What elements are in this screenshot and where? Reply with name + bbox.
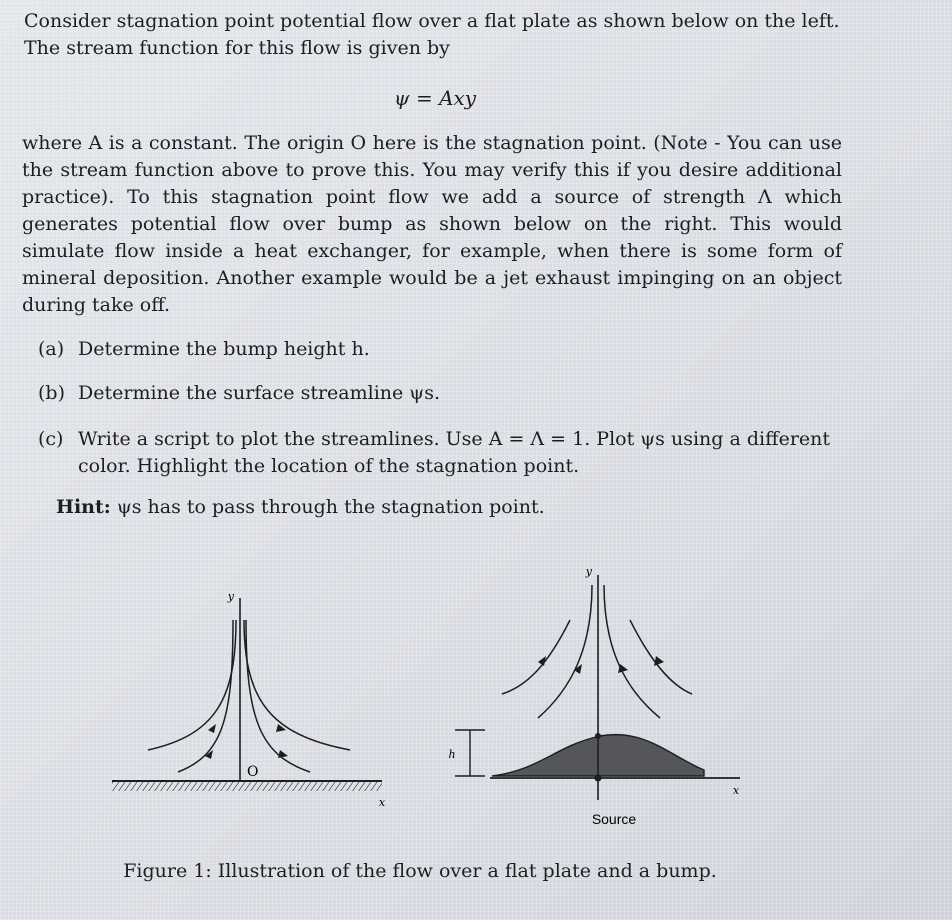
flow-arrow	[278, 750, 288, 758]
plate-hatching	[112, 782, 382, 791]
left-y-label: y	[227, 590, 234, 603]
figure-caption: Figure 1: Illustration of the flow over a flat plate and a bump.	[123, 860, 717, 882]
part-b-text: Determine the surface streamline ψs.	[78, 382, 440, 404]
part-c-label: (c)	[38, 428, 64, 450]
part-a	[38, 336, 838, 363]
streamline-right-right-inner	[604, 585, 660, 718]
bump-diagram	[448, 565, 740, 827]
streamline-right-outer	[244, 620, 350, 750]
hint-label: Hint:	[56, 496, 111, 518]
stream-function-equation: ψ = Axy	[393, 86, 477, 110]
flow-arrow	[208, 724, 216, 733]
stagnation-point	[595, 733, 601, 739]
source-point	[595, 775, 602, 782]
streamline-right-left-inner	[538, 585, 592, 718]
part-c	[38, 426, 838, 480]
streamline-right-inner	[246, 620, 310, 772]
part-b-label: (b)	[38, 382, 65, 404]
hint	[56, 496, 545, 518]
part-a-text: Determine the bump height h.	[78, 338, 370, 360]
part-c-text: Write a script to plot the streamlines. Use A = Λ = 1. Plot ψs using a different	[78, 428, 831, 450]
h-label: h	[448, 748, 456, 761]
flow-diagram	[100, 560, 760, 830]
intro-paragraph: Consider stagnation point potential flow over a flat plate as shown below on the left. The stream function for this flow is given by	[24, 10, 840, 59]
streamline-right-left-outer	[502, 620, 570, 694]
description-paragraph: where A is a constant. The origin O here is the stagnation point. (Note - You can use the stream function above to prove this. You may verify this if you desire additional practice). To this stagnation point flow we add a source of strength Λ which generates potential flow over bump as shown below on the right. This would simulate flow inside a heat exchanger, for example, when there is some form of mineral deposition. Another example would be a jet exhaust impinging on an object during take off.	[22, 132, 842, 316]
flow-figure	[100, 560, 760, 830]
streamline-right-right-outer	[630, 620, 692, 694]
part-a-label: (a)	[38, 338, 65, 360]
hint-text: ψs has to pass through the stagnation point.	[110, 496, 545, 518]
flow-arrow	[538, 656, 546, 666]
right-y-label: y	[585, 565, 592, 578]
flow-arrow	[654, 656, 664, 666]
left-x-label: x	[378, 796, 386, 809]
origin-label: O	[247, 764, 259, 780]
part-c-text-cont: color. Highlight the location of the stagnation point.	[78, 455, 580, 477]
streamline-left-outer	[148, 620, 236, 750]
part-b	[38, 380, 838, 407]
source-label: Source	[591, 811, 637, 827]
flat-plate-diagram	[112, 590, 386, 809]
right-x-label: x	[732, 784, 740, 797]
